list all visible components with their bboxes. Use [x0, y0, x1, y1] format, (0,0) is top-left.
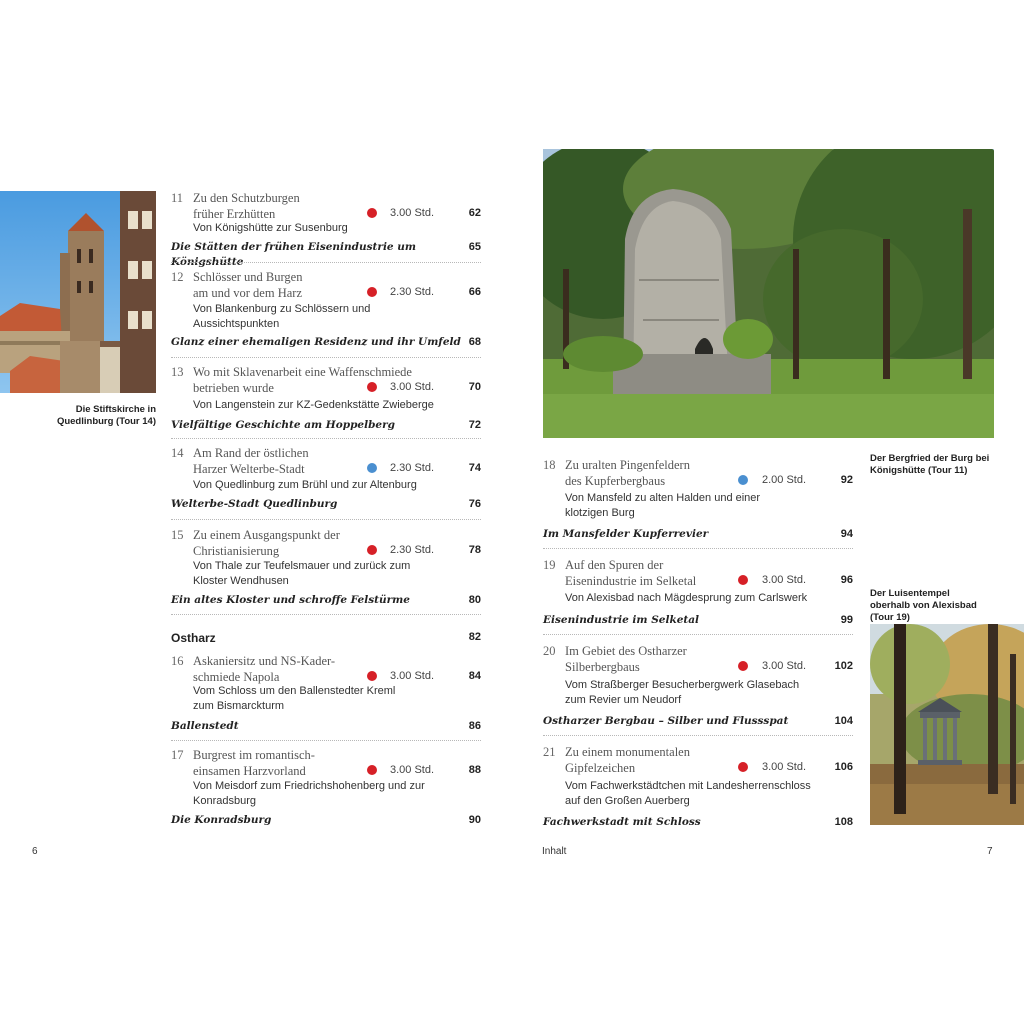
tour-number: 17: [171, 748, 184, 762]
tour-number: 15: [171, 528, 184, 542]
difficulty-dot-icon: [367, 463, 377, 473]
tour-theme-page: 104: [834, 715, 853, 727]
tour-theme-title: Fachwerkstadt mit Schloss: [543, 816, 701, 828]
page-number-left: 6: [32, 846, 38, 857]
entry-divider: [543, 735, 853, 736]
difficulty-dot-icon: [738, 475, 748, 485]
tour-number: 13: [171, 365, 184, 379]
photo-caption-bergfried: Der Bergfried der Burg bei Königshütte (Tour 11): [870, 453, 990, 476]
tour-duration: 3.00 Std.: [762, 761, 807, 773]
tour-theme-page: 65: [468, 241, 481, 253]
tour-route: Von Meisdorf zum Friedrichshohenberg und zur Konradsburg: [193, 780, 425, 807]
entry-divider: [171, 519, 481, 520]
stiftskirche-image: [0, 191, 156, 393]
tour-title: Zu einem monumentalen Gipfelzeichen: [565, 745, 690, 775]
tour-route: Vom Straßberger Besucherbergwerk Glasebach zum Revier um Neudorf: [565, 679, 800, 706]
entry-divider: [543, 634, 853, 635]
tour-number: 16: [171, 654, 184, 668]
entry-divider: [171, 438, 481, 439]
tour-theme-page: 68: [468, 336, 481, 348]
tour-theme-title: Ostharzer Bergbau – Silber und Flussspat: [543, 715, 789, 727]
tour-theme-title: Welterbe-Stadt Quedlinburg: [171, 498, 338, 510]
tour-title: Zu den Schutzburgen früher Erzhütten: [193, 191, 300, 221]
tour-route: Vom Fachwerkstädtchen mit Landesherrenschloss auf den Großen Auerberg: [565, 780, 811, 807]
tour-duration: 3.00 Std.: [762, 574, 807, 586]
tour-route: Von Königshütte zur Susenburg: [193, 222, 348, 234]
tour-entry-17: [171, 748, 481, 827]
tour-duration: 2.00 Std.: [762, 474, 807, 486]
photo-stiftskirche: [0, 191, 156, 393]
tour-route: Von Blankenburg zu Schlössern und Aussichtspunkten: [193, 303, 371, 330]
section-heading-ostharz: [171, 631, 481, 647]
tour-title: Auf den Spuren der Eisenindustrie im Selketal: [565, 558, 697, 588]
difficulty-dot-icon: [367, 208, 377, 218]
tour-theme-title: Ein altes Kloster und schroffe Felstürme: [171, 594, 410, 606]
tour-title: Am Rand der östlichen Harzer Welterbe-Stadt: [193, 446, 309, 476]
tour-route: Von Quedlinburg zum Brühl und zur Altenburg: [193, 479, 417, 491]
tour-page-number: 66: [468, 286, 481, 298]
tour-title: Wo mit Sklavenarbeit eine Waffenschmiede betrieben wurde: [193, 365, 412, 395]
entry-divider: [171, 357, 481, 358]
photo-bergfried: [543, 149, 994, 438]
section-label: Ostharz: [171, 631, 216, 645]
tour-theme-title: Vielfältige Geschichte am Hoppelberg: [171, 419, 395, 431]
tour-theme-page: 90: [468, 814, 481, 826]
difficulty-dot-icon: [367, 287, 377, 297]
photo-luisentempel: [870, 624, 1024, 825]
tour-title: Im Gebiet des Ostharzer Silberbergbaus: [565, 644, 687, 674]
photo-caption-luisentempel: Der Luisentempel oberhalb von Alexisbad (Tour 19): [870, 588, 977, 623]
tour-entry-15: [171, 528, 481, 607]
tour-theme-title: Glanz einer ehemaligen Residenz und ihr Umfeld: [171, 336, 461, 348]
tour-number: 11: [171, 191, 184, 205]
tour-theme-title: Eisenindustrie im Selketal: [543, 614, 700, 626]
difficulty-dot-icon: [738, 762, 748, 772]
tour-entry-18: [543, 458, 853, 541]
tour-page-number: 102: [834, 660, 853, 672]
tour-route: Von Alexisbad nach Mägdesprung zum Carlswerk: [565, 592, 808, 604]
page-number-right: 7: [987, 846, 993, 857]
tour-theme-title: Die Konradsburg: [171, 814, 272, 826]
bergfried-image: [543, 149, 994, 438]
tour-theme-title: Die Stätten der frühen Eisenindustrie um Königshütte: [171, 241, 417, 268]
tour-duration: 3.00 Std.: [390, 381, 435, 393]
tour-theme-page: 72: [468, 419, 481, 431]
tour-number: 19: [543, 558, 556, 572]
running-head: Inhalt: [542, 846, 567, 857]
tour-theme-title: Im Mansfelder Kupferrevier: [543, 528, 709, 540]
difficulty-dot-icon: [738, 661, 748, 671]
tour-duration: 3.00 Std.: [390, 207, 435, 219]
tour-theme-page: 76: [468, 498, 481, 510]
tour-page-number: 74: [468, 462, 481, 474]
section-page: 82: [468, 631, 481, 643]
difficulty-dot-icon: [738, 575, 748, 585]
tour-number: 18: [543, 458, 556, 472]
tour-title: Zu einem Ausgangspunkt der Christianisierung: [193, 528, 340, 558]
tour-title: Burgrest im romantisch- einsamen Harzvorland: [193, 748, 315, 778]
tour-entry-19: [543, 558, 853, 627]
tour-theme-page: 80: [468, 594, 481, 606]
entry-divider: [171, 614, 481, 615]
entry-divider: [543, 548, 853, 549]
tour-number: 21: [543, 745, 556, 759]
tour-number: 20: [543, 644, 556, 658]
tour-duration: 2.30 Std.: [390, 462, 435, 474]
tour-entry-12: [171, 270, 481, 349]
difficulty-dot-icon: [367, 765, 377, 775]
tour-entry-14: [171, 446, 481, 511]
tour-route: Von Langenstein zur KZ-Gedenkstätte Zwieberge: [193, 399, 434, 411]
tour-duration: 2.30 Std.: [390, 286, 435, 298]
entry-divider: [171, 262, 481, 263]
difficulty-dot-icon: [367, 545, 377, 555]
tour-entry-20: [543, 644, 853, 728]
tour-route: Von Thale zur Teufelsmauer und zurück zum Kloster Wendhusen: [193, 560, 411, 587]
photo-caption-stiftskirche: Die Stiftskirche in Quedlinburg (Tour 14): [56, 404, 156, 427]
tour-entry-13: [171, 365, 481, 432]
tour-theme-page: 108: [834, 816, 853, 828]
tour-entry-21: [543, 745, 853, 829]
tour-page-number: 92: [840, 474, 853, 486]
tour-title: Askaniersitz und NS-Kader- schmiede Napola: [193, 654, 336, 684]
tour-theme-title: Ballenstedt: [171, 720, 239, 732]
tour-duration: 3.00 Std.: [390, 764, 435, 776]
tour-page-number: 78: [468, 544, 481, 556]
tour-theme-page: 99: [840, 614, 853, 626]
tour-page-number: 88: [468, 764, 481, 776]
tour-duration: 2.30 Std.: [390, 544, 435, 556]
tour-route: Vom Schloss um den Ballenstedter Kreml zum Bismarckturm: [193, 685, 396, 712]
tour-duration: 3.00 Std.: [390, 670, 435, 682]
entry-divider: [171, 740, 481, 741]
tour-page-number: 62: [468, 207, 481, 219]
tour-theme-page: 94: [840, 528, 853, 540]
tour-number: 12: [171, 270, 184, 284]
tour-theme-page: 86: [468, 720, 481, 732]
tour-title: Schlösser und Burgen am und vor dem Harz: [193, 270, 303, 300]
tour-entry-16: [171, 654, 481, 733]
tour-page-number: 70: [468, 381, 481, 393]
tour-page-number: 84: [468, 670, 481, 682]
tour-page-number: 96: [840, 574, 853, 586]
tour-entry-11: [171, 191, 481, 268]
tour-title: Zu uralten Pingenfeldern des Kupferbergbaus: [565, 458, 690, 488]
difficulty-dot-icon: [367, 671, 377, 681]
tour-route: Von Mansfeld zu alten Halden und einer klotzigen Burg: [565, 492, 761, 519]
tour-duration: 3.00 Std.: [762, 660, 807, 672]
tour-page-number: 106: [834, 761, 853, 773]
difficulty-dot-icon: [367, 382, 377, 392]
tour-number: 14: [171, 446, 184, 460]
luisentempel-image: [870, 624, 1024, 825]
